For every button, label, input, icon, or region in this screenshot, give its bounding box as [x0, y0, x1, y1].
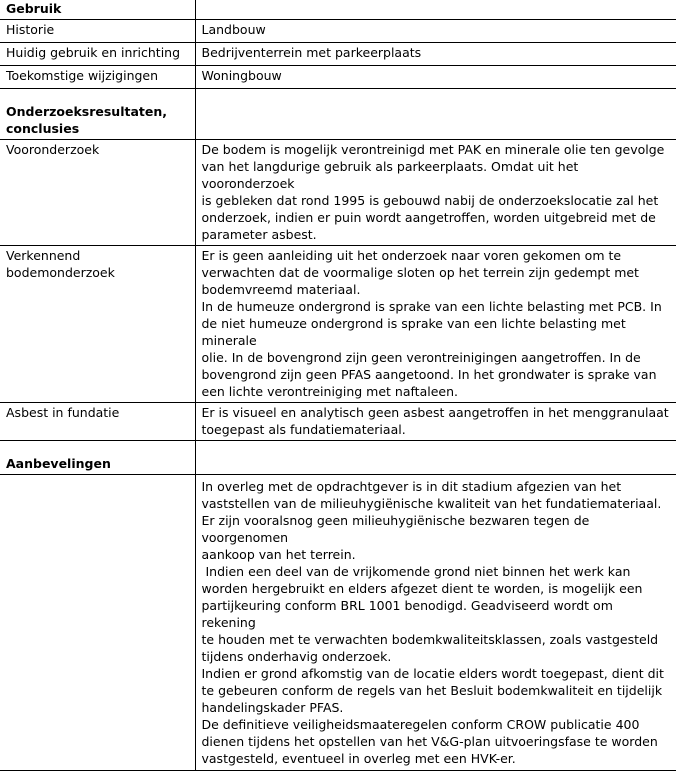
value-vooronderzoek: De bodem is mogelijk verontreinigd met PAK en minerale olie ten gevolge van het langdurige gebruik als parkeerplaats. Omdat uit het vooronderzoek is gebleken dat rond 1995 is gebouwd nabij de onderzoekslocatie zal het onderzoek, indien er puin wordt aangetroffen, worden uitgebreid met de parameter asbest.: [195, 140, 676, 246]
table-row-aanbevelingen: [0, 475, 676, 771]
label-asbest-in-fundatie: Asbest in fundatie: [0, 403, 195, 441]
table-row-historie: [0, 20, 676, 43]
section-header-onderzoek: [0, 89, 676, 140]
table-row-asbest-in-fundatie: [0, 403, 676, 441]
table-row-vooronderzoek: [0, 140, 676, 246]
value-asbest-in-fundatie: Er is visueel en analytisch geen asbest aangetroffen in het menggranulaat toegepast als fundatiemateriaal.: [195, 403, 676, 441]
label-huidig-gebruik: Huidig gebruik en inrichting: [0, 43, 195, 66]
value-huidig-gebruik: Bedrijventerrein met parkeerplaats: [195, 43, 676, 66]
section-header-gebruik: [0, 0, 676, 20]
table-row-verkennend-bodemonderzoek: [0, 246, 676, 403]
section-header-aanbevelingen: [0, 441, 676, 475]
table-row-toekomstige-wijzigingen: [0, 66, 676, 89]
value-verkennend-bodemonderzoek: Er is geen aanleiding uit het onderzoek naar voren gekomen om te verwachten dat de voormalige sloten op het terrein zijn gedempt met bodemvreemd materiaal. In de humeuze ondergrond is sprake van een lichte belasting met PCB. In de niet humeuze ondergrond is sprake van een lichte belasting met minerale olie. In de bovengrond zijn geen verontreinigingen aangetroffen. In de bovengrond zijn geen PFAS aangetoond. In het grondwater is sprake van een lichte verontreiniging met naftaleen.: [195, 246, 676, 403]
label-toekomstige-wijzigingen: Toekomstige wijzigingen: [0, 66, 195, 89]
value-historie: Landbouw: [195, 20, 676, 43]
label-historie: Historie: [0, 20, 195, 43]
section-title-aanbevelingen: Aanbevelingen: [0, 441, 195, 475]
table-row-huidig-gebruik: [0, 43, 676, 66]
section-title-onderzoek: Onderzoeksresultaten, conclusies: [0, 89, 195, 140]
value-aanbevelingen: In overleg met de opdrachtgever is in dit stadium afgezien van het vaststellen van de milieuhygiënische kwaliteit van het fundatiemateriaal. Er zijn vooralsnog geen milieuhygiënische bezwaren tegen de voorgenomen aankoop van het terrein. Indien een deel van de vrijkomende grond niet binnen het werk kan worden hergebruikt en elders afgezet dient te worden, is mogelijk een partijkeuring conform BRL 1001 benodigd. Geadviseerd wordt om rekening te houden met te verwachten bodemkwaliteitsklassen, zoals vastgesteld tijdens onderhavig onderzoek. Indien er grond afkomstig van de locatie elders wordt toegepast, dient dit te gebeuren conform de regels van het Besluit bodemkwaliteit en tijdelijk handelingskader PFAS. De definitieve veiligheidsmaateregelen conform CROW publicatie 400 dienen tijdens het opstellen van het V&G-plan uitvoeringsfase te worden vastgesteld, eventueel in overleg met een HVK-er.: [195, 475, 676, 771]
section-title-gebruik: Gebruik: [0, 0, 195, 20]
label-verkennend-bodemonderzoek: Verkennend bodemonderzoek: [0, 246, 195, 403]
label-vooronderzoek: Vooronderzoek: [0, 140, 195, 246]
value-toekomstige-wijzigingen: Woningbouw: [195, 66, 676, 89]
